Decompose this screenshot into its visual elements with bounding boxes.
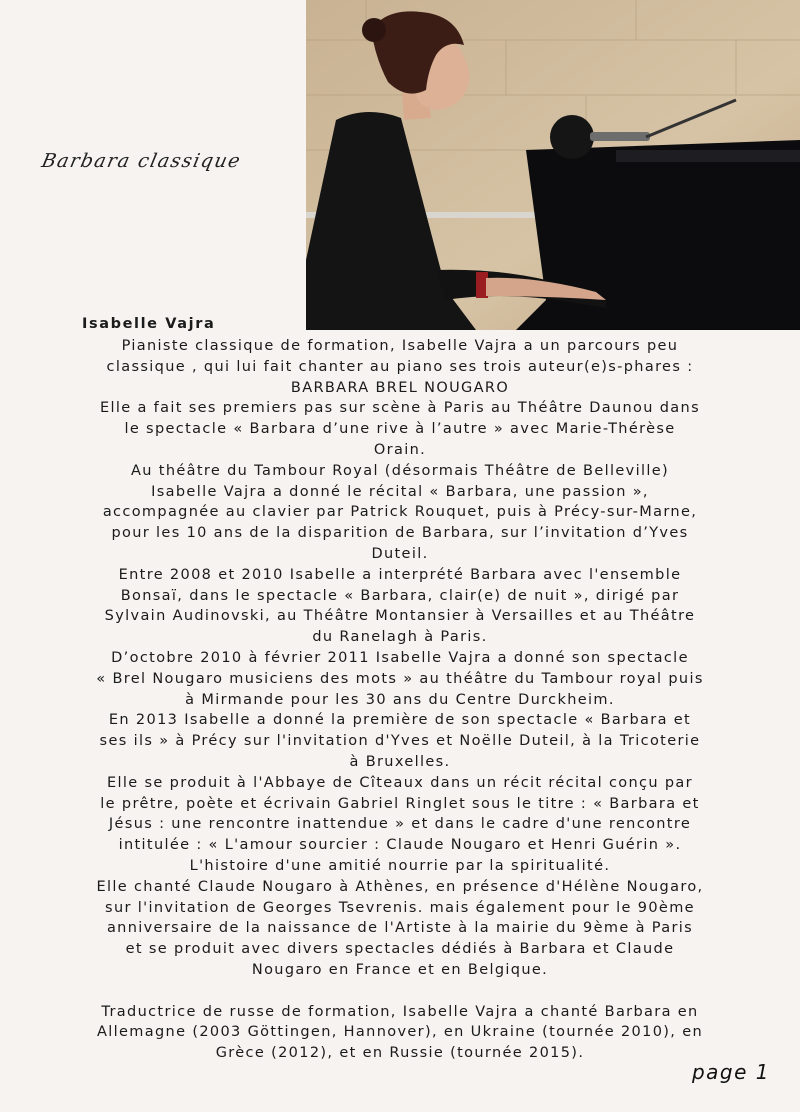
bio-line: Bonsaï, dans le spectacle « Barbara, clair(e) de nuit », dirigé par (120, 587, 680, 604)
biography-text (40, 336, 760, 1064)
bio-line: « Brel Nougaro musiciens des mots » au théâtre du Tambour royal puis (96, 670, 704, 687)
bio-line: anniversaire de la naissance de l'Artiste à la mairie du 9ème à Paris (106, 920, 694, 937)
bio-line: D’octobre 2010 à février 2011 Isabelle Vajra a donné son spectacle (111, 649, 689, 666)
page-number: page 1 (691, 1060, 770, 1084)
bio-line: intitulée : « L'amour sourcier : Claude Nougaro et Henri Guérin ». (118, 837, 682, 854)
artist-name: Isabelle Vajra (82, 316, 216, 332)
bio-line: Isabelle Vajra a donné le récital « Barbara, une passion », (151, 483, 649, 500)
bio-line (40, 981, 760, 1002)
bio-line: Elle se produit à l'Abbaye de Cîteaux dans un récit récital conçu par (107, 774, 693, 791)
bio-line: Pianiste classique de formation, Isabelle Vajra a un parcours peu (121, 338, 679, 354)
bio-line: à Bruxelles. (349, 753, 451, 770)
bio-line: Elle chanté Claude Nougaro à Athènes, en présence d'Hélène Nougaro, (96, 878, 704, 895)
bio-line: sur l'invitation de Georges Tsevrenis. mais également pour le 90ème (105, 899, 695, 916)
bio-line: BARBARA BREL NOUGARO (290, 379, 510, 396)
bio-line: ses ils » à Précy sur l'invitation d'Yves et Noëlle Duteil, à la Tricoterie (99, 733, 701, 750)
script-title: Barbara classique (39, 150, 244, 172)
bio-line: et se produit avec divers spectacles dédiés à Barbara et Claude (125, 941, 675, 958)
bio-line: le spectacle « Barbara d’une rive à l’autre » avec Marie-Thérèse (124, 421, 676, 438)
bio-line: Duteil. (371, 545, 429, 562)
bio-line: Allemagne (2003 Göttingen, Hannover), en Ukraine (tournée 2010), en (96, 1024, 704, 1041)
pianist-illustration (306, 0, 800, 330)
bio-line: pour les 10 ans de la disparition de Barbara, sur l’invitation d’Yves (111, 525, 689, 542)
bio-line: L'histoire d'une amitié nourrie par la spiritualité. (189, 857, 611, 874)
bio-line: Grèce (2012), et en Russie (tournée 2015). (215, 1045, 585, 1062)
bio-line: Nougaro en France et en Belgique. (251, 961, 549, 978)
pianist-photo (306, 0, 800, 330)
bio-line: Orain. (373, 441, 427, 458)
bio-line: Jésus : une rencontre inattendue » et dans le cadre d'une rencontre (108, 816, 692, 833)
bio-line: du Ranelagh à Paris. (312, 629, 488, 646)
bio-line: à Mirmande pour les 30 ans du Centre Durckheim. (185, 691, 615, 708)
bio-line: En 2013 Isabelle a donné la première de son spectacle « Barbara et (108, 712, 692, 729)
bio-line: Au théâtre du Tambour Royal (désormais Théâtre de Belleville) (131, 462, 669, 479)
bio-line: Sylvain Audinovski, au Théâtre Montansier à Versailles et au Théâtre (104, 608, 696, 625)
bio-line: le prêtre, poète et écrivain Gabriel Ringlet sous le titre : « Barbara et (100, 795, 700, 812)
bio-line: Elle a fait ses premiers pas sur scène à Paris au Théâtre Daunou dans (99, 400, 700, 417)
bio-line: classique , qui lui fait chanter au piano ses trois auteur(e)s-phares : (106, 358, 694, 375)
bio-line: accompagnée au clavier par Patrick Rouquet, puis à Précy-sur-Marne, (102, 504, 698, 521)
bio-line: Traductrice de russe de formation, Isabelle Vajra a chanté Barbara en (101, 1003, 699, 1020)
bio-line: Entre 2008 et 2010 Isabelle a interprété Barbara avec l'ensemble (118, 566, 682, 583)
